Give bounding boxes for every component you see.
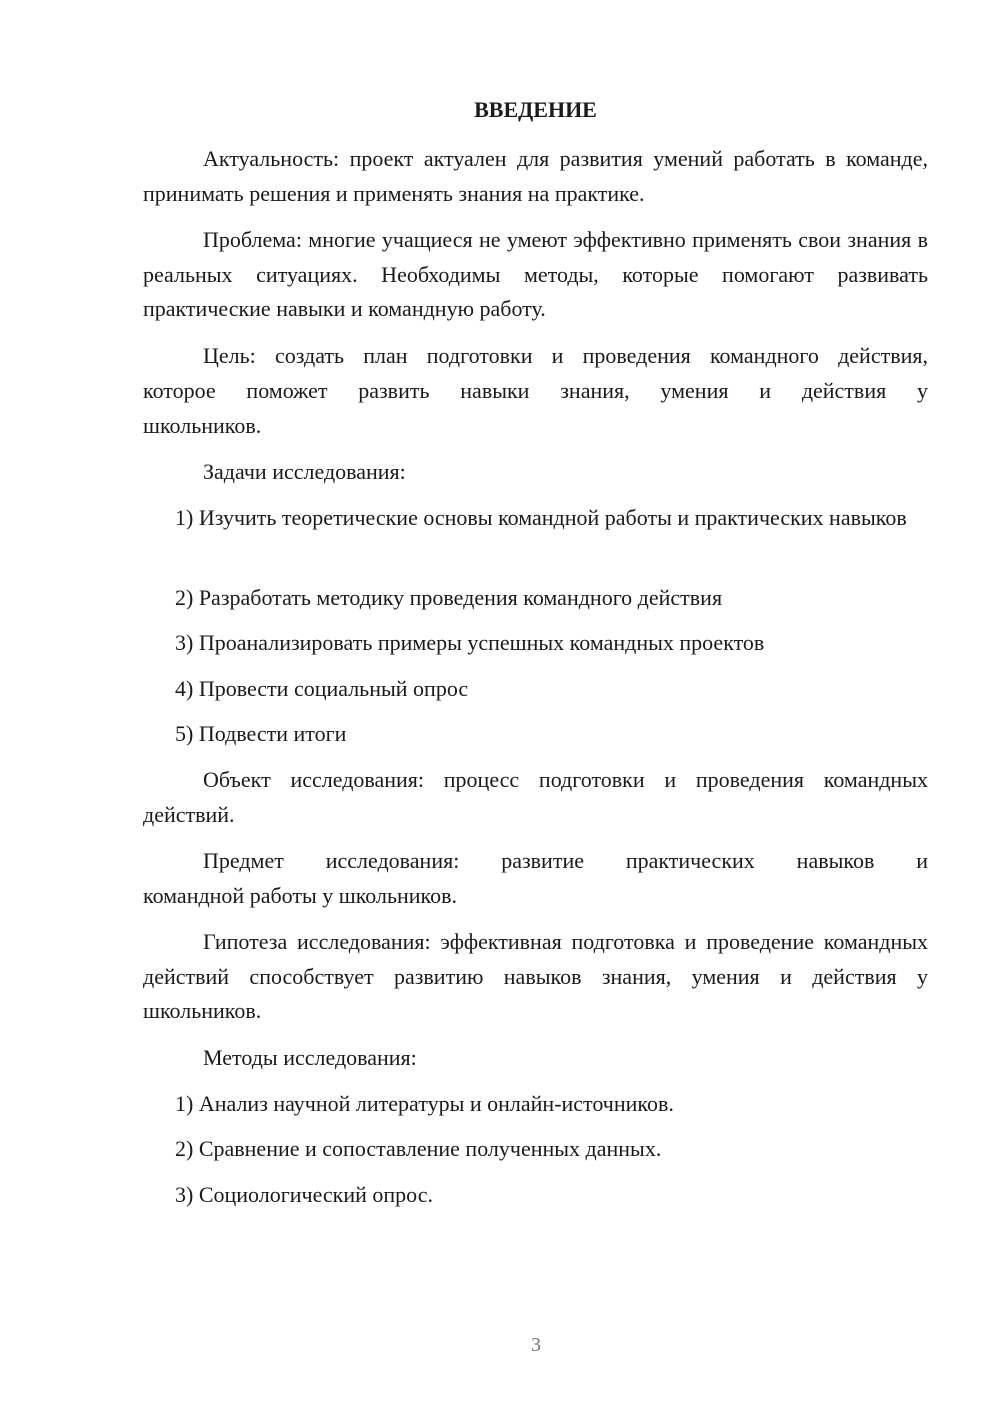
goal-line: Цель: создать план подготовки и проведения командного действия, [203, 343, 928, 368]
task-item: 4) Провести социальный опрос [175, 676, 469, 701]
method-item: 2) Сравнение и сопоставление полученных данных. [175, 1136, 662, 1161]
relevance-paragraph: Актуальность: проект актуален для развития умений работать в команде, принимать решения и применять знания на практике. [143, 146, 928, 206]
subject-line: Предмет исследования: развитие практических навыков и [203, 848, 928, 873]
methods-heading: Методы исследования: [203, 1045, 417, 1070]
method-item: 3) Социологический опрос. [175, 1182, 433, 1207]
method-item: 1) Анализ научной литературы и онлайн-источников. [175, 1091, 674, 1116]
subject-line: командной работы у школьников. [143, 883, 458, 908]
task-item: 5) Подвести итоги [175, 721, 347, 746]
page-number: 3 [531, 1334, 541, 1356]
problem-paragraph: Проблема: многие учащиеся не умеют эффективно применять свои знания в реальных ситуациях. Необходимы методы, которые помогают развивать практические навыки и командную работу. [143, 227, 928, 321]
tasks-heading: Задачи исследования: [203, 459, 406, 484]
page-title: ВВЕДЕНИЕ [474, 97, 597, 122]
object-paragraph: Объект исследования: процесс подготовки и проведения командных действий. [143, 767, 928, 827]
hypothesis-paragraph: Гипотеза исследования: эффективная подготовка и проведение командных действий способствует развитию навыков знания, умения и действия у школьников. [143, 929, 928, 1023]
task-item: 1) Изучить теоретические основы командной работы и практических навыков [175, 505, 907, 530]
goal-line: которое поможет развить навыки знания, умения и действия у [143, 378, 928, 403]
task-item: 3) Проанализировать примеры успешных командных проектов [175, 630, 765, 655]
goal-line: школьников. [143, 413, 262, 438]
task-item: 2) Разработать методику проведения командного действия [175, 585, 723, 610]
